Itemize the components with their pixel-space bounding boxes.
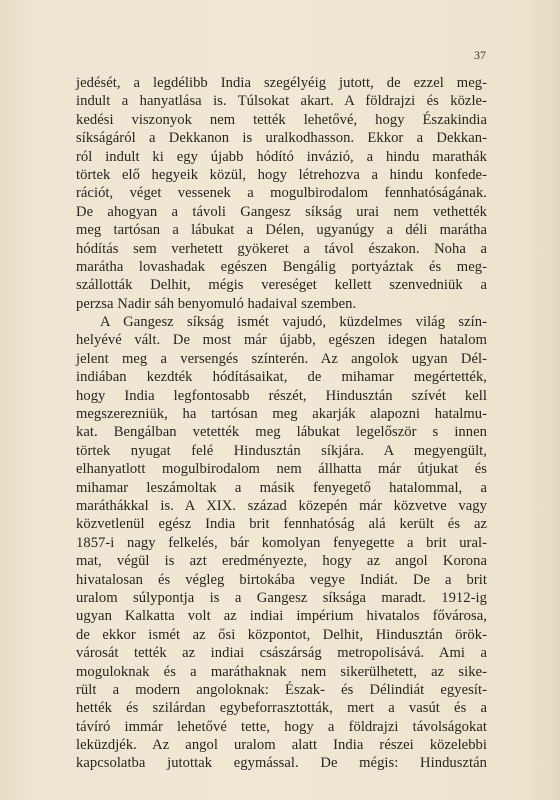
text-line: perzsa Nadir sáh benyomuló hadaival szemben. <box>76 295 357 312</box>
text-line: mihamar leszámoltak a másik fenyegető hatalommal, a <box>76 479 487 496</box>
text-line: meg tartósan a lábukat a Délen, ugyanúgy a déli marátha <box>76 222 487 239</box>
text-line: hódítás sem verhetett gyökeret a távol északon. Noha a <box>76 240 487 257</box>
body-text <box>76 74 487 773</box>
text-line: jelent meg a versengés színterén. Az angolok ugyan Dél- <box>76 350 487 367</box>
text-line: megszerezniük, ha tartósan meg akarják alapozni hatalmu- <box>76 406 487 423</box>
text-line: ról indult ki egy újabb hódító invázió, a hindu marathák <box>76 148 487 165</box>
text-line: mat, végül is azt eredményezte, hogy az angol Korona <box>76 553 487 570</box>
paragraph-1 <box>76 74 487 313</box>
text-line: uralom súlypontja is a Gangesz síksága maradt. 1912-ig <box>76 589 487 606</box>
text-line: szállották Delhit, mégis vereséget kellett szenvedniük a <box>76 277 487 294</box>
text-line: ugyan Kalkatta volt az indiai impérium hivatalos fővárosa, <box>76 608 487 625</box>
text-line: elhanyatlott mogulbirodalom nem állhatta már útjukat és <box>76 461 487 478</box>
text-line: leküzdjék. Az angol uralom alatt India részei közelebbi <box>76 737 487 754</box>
text-line: városát tették az indiai császárság metropolisává. Ami a <box>76 645 487 662</box>
text-line: távíró immár lehetővé tette, hogy a földrajzi távolságokat <box>76 718 487 735</box>
text-line: hették és szilárdan egybeforrasztották, mert a vasút és a <box>76 700 487 717</box>
text-line: hogy India legfontosabb részét, Hindusztán szívét kell <box>76 387 487 404</box>
text-line: kapcsolatba jutottak egymással. De mégis: Hindusztán <box>76 755 487 772</box>
text-line: törtek nyugat felé Hindusztán síkjára. A megyengült, <box>76 442 487 459</box>
text-line: maráthákkal is. A XIX. század közepén már közvetve vagy <box>76 497 487 514</box>
text-line: de ekkor ismét az ősi központot, Delhit, Hindusztán örök- <box>76 626 487 643</box>
text-line: hivatalosan és végleg birtokába vegye Indiát. De a brit <box>76 571 487 588</box>
text-line: indult a hanyatlása is. Túlsokat akart. A földrajzi és közle- <box>76 93 487 110</box>
text-line: marátha lovashadak egészen Bengálig portyáztak és meg- <box>76 258 487 275</box>
text-line: moguloknak és a maráthaknak nem sikerülhetett, az sike- <box>76 663 487 680</box>
text-line: A Gangesz síkság ismét vajudó, küzdelmes világ szín- <box>100 314 487 331</box>
text-line: kedési viszonyok nem tették lehetővé, hogy Északindia <box>76 111 487 128</box>
text-line: rációt, véget vessenek a mogulbirodalom fennhatóságának. <box>76 185 487 202</box>
page-number: 37 <box>474 48 486 62</box>
text-line: 1857-i nagy felkelés, bár komolyan fenyegette a brit ural- <box>76 534 487 551</box>
text-line: törtek elő hegyeik közül, hogy létrehozva a hindu konfede- <box>76 166 487 183</box>
text-line: helyévé vált. De most már újabb, egészen idegen hatalom <box>76 332 487 349</box>
text-line: jedését, a legdélibb India szegélyéig jutott, de ezzel meg- <box>76 75 487 91</box>
text-line: közvetlenül egész India brit fennhatóság alá került és az <box>76 516 487 533</box>
text-line: indiában kezdték hódításaikat, de mihamar megértették, <box>76 369 487 386</box>
text-line: kat. Bengálban vetették meg lábukat legelőször s innen <box>76 424 487 441</box>
text-line: De ahogyan a távoli Gangesz síkság urai nem vethették <box>76 203 487 220</box>
text-line: rült a modern angoloknak: Észak- és Délindiát egyesít- <box>76 681 487 698</box>
text-line: síkságáról a Dekkanon is uralkodhasson. Ekkor a Dekkan- <box>76 130 487 147</box>
paragraph-2 <box>76 313 487 773</box>
